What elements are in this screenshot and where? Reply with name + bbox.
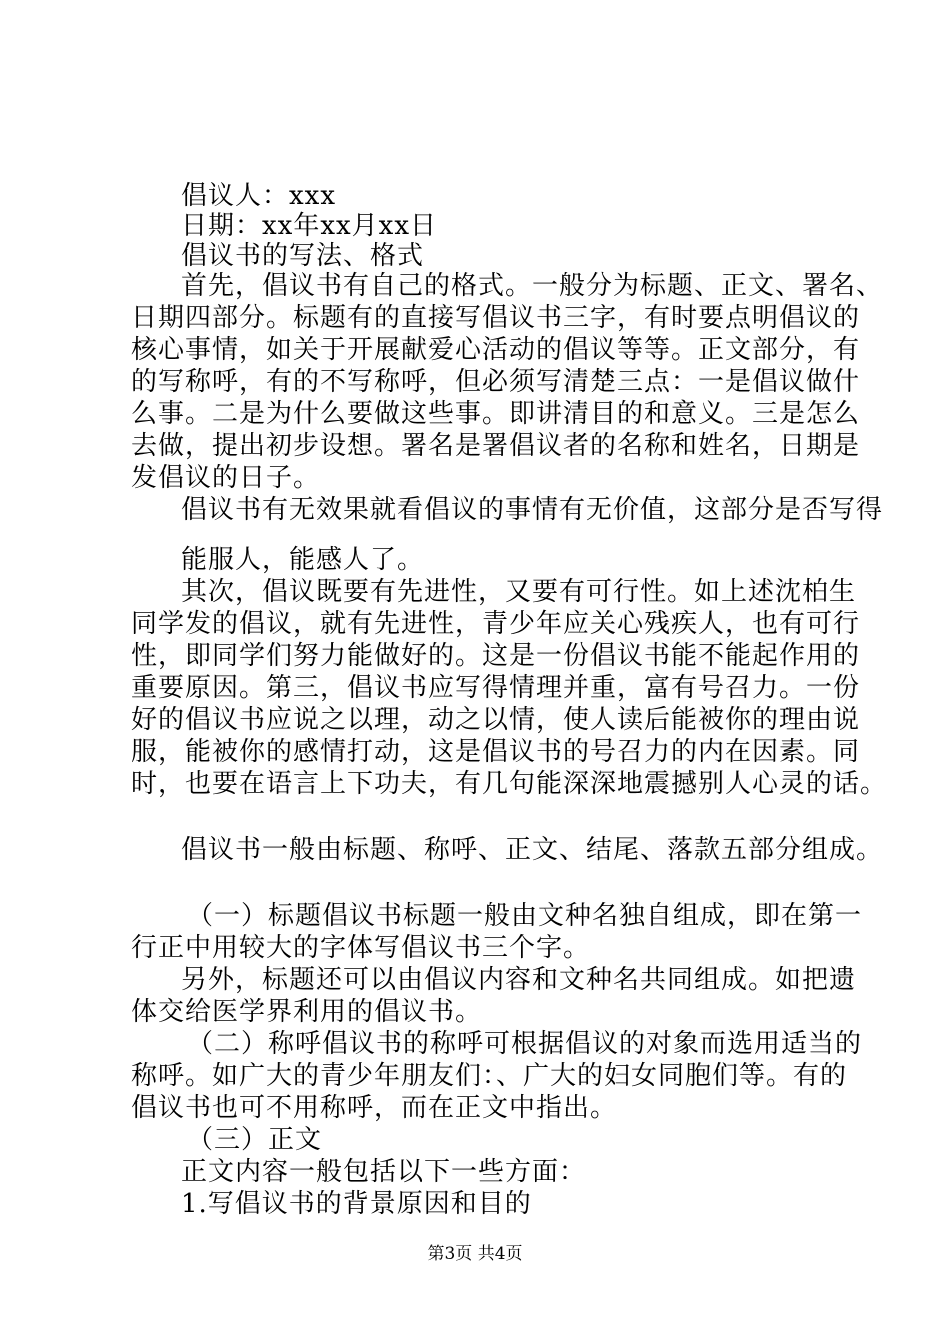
text-line: （二）称呼倡议书的称呼可根据倡议的对象而选用适当的: [187, 1029, 863, 1059]
text-line: 日期四部分。标题有的直接写倡议书三字，有时要点明倡议的: [131, 303, 861, 333]
text-line: 1.写倡议书的背景原因和目的: [181, 1189, 532, 1219]
text-line: （三）正文: [187, 1125, 323, 1155]
text-line: 另外，标题还可以由倡议内容和文种名共同组成。如把遗: [181, 965, 857, 995]
text-line: 首先，倡议书有自己的格式。一般分为标题、正文、署名、: [181, 271, 884, 301]
text-line: 行正中用较大的字体写倡议书三个字。: [131, 933, 591, 963]
text-line: 的写称呼，有的不写称呼，但必须写清楚三点：一是倡议做什: [131, 367, 861, 397]
text-line: 倡议书有无效果就看倡议的事情有无价值，这部分是否写得: [181, 495, 884, 525]
text-line: 发倡议的日子。: [131, 463, 321, 493]
text-line: 称呼。如广大的青少年朋友们：、广大的妇女同胞们等。有的: [131, 1061, 848, 1091]
text-line: 倡议人：xxx: [181, 181, 336, 211]
text-line: 去做，提出初步设想。署名是署倡议者的名称和姓名，日期是: [131, 431, 861, 461]
text-line: 体交给医学界利用的倡议书。: [131, 997, 483, 1027]
text-line: 核心事情，如关于开展献爱心活动的倡议等等。正文部分，有: [131, 335, 861, 365]
text-line: 能服人，能感人了。: [181, 545, 425, 575]
text-line: 其次，倡议既要有先进性，又要有可行性。如上述沈柏生: [181, 577, 857, 607]
text-line: 性，即同学们努力能做好的。这是一份倡议书能不能起作用的: [131, 641, 861, 671]
text-line: 时，也要在语言上下功夫，有几句能深深地震撼别人心灵的话。: [131, 769, 888, 799]
text-line: 好的倡议书应说之以理，动之以情，使人读后能被你的理由说: [131, 705, 861, 735]
text-line: 服，能被你的感情打动，这是倡议书的号召力的内在因素。同: [131, 737, 861, 767]
text-line: 么事。二是为什么要做这些事。即讲清目的和意义。三是怎么: [131, 399, 861, 429]
text-line: 正文内容一般包括以下一些方面：: [181, 1157, 587, 1187]
text-line: 重要原因。第三，倡议书应写得情理并重，富有号召力。一份: [131, 673, 861, 703]
text-line: 倡议书也可不用称呼，而在正文中指出。: [131, 1093, 618, 1123]
text-line: 同学发的倡议，就有先进性，青少年应关心残疾人，也有可行: [131, 609, 861, 639]
page-footer: 第3页 共4页: [427, 1244, 523, 1264]
text-line: 日期：xx年xx月xx日: [181, 211, 437, 241]
text-line: （一）标题倡议书标题一般由文种名独自组成，即在第一: [187, 901, 863, 931]
text-line: 倡议书一般由标题、称呼、正文、结尾、落款五部分组成。: [181, 835, 884, 865]
text-line: 倡议书的写法、格式: [181, 241, 425, 271]
